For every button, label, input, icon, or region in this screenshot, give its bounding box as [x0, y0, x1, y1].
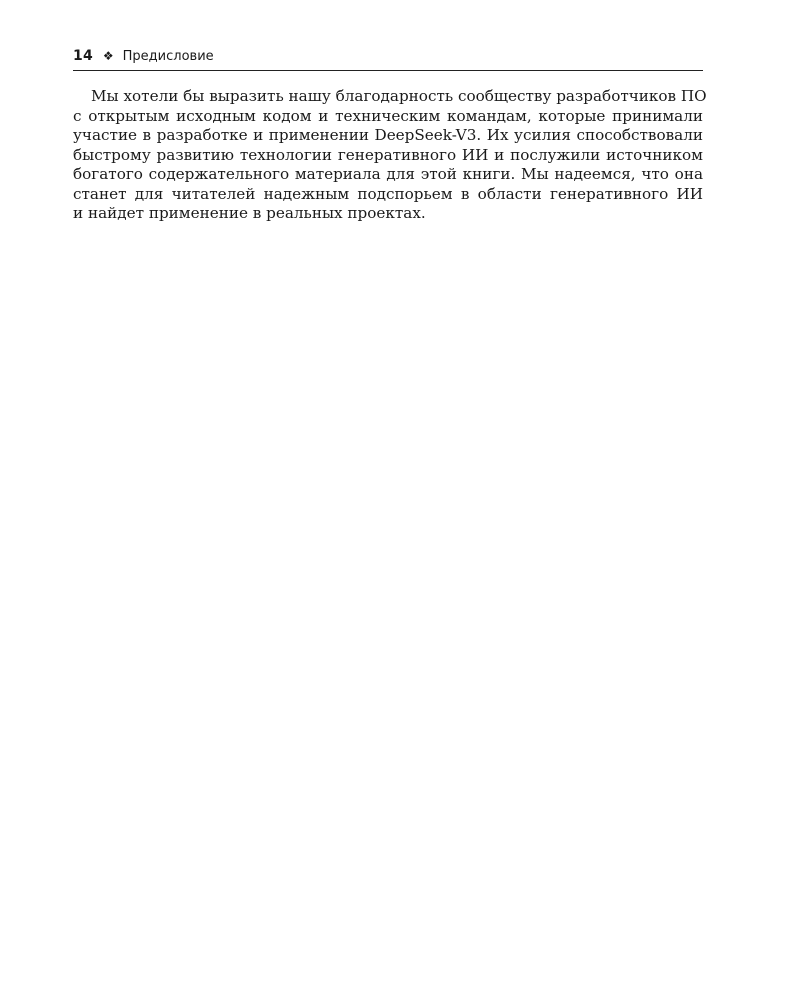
paragraph-line: богатого содержательного материала для этой книги. Мы надеемся, что она — [73, 165, 703, 183]
page-number: 14 — [73, 48, 93, 64]
diamond-ornament-icon: ❖ — [102, 49, 114, 63]
paragraph-line: станет для читателей надежным подспорьем в области генеративного ИИ — [73, 184, 703, 203]
paragraph-line: быстрому развитию технологии генеративного ИИ и послужили источником — [73, 145, 703, 164]
body-paragraph — [73, 87, 707, 224]
paragraph-line: с открытым исходным кодом и техническим командам, которые принимали — [73, 106, 703, 125]
section-title: Предисловие — [122, 49, 214, 64]
paragraph-line: и найдет применение в реальных проектах. — [73, 204, 426, 222]
running-header — [73, 48, 703, 71]
book-page — [73, 48, 707, 224]
paragraph-line: Мы хотели бы выразить нашу благодарность сообществу разработчиков ПО — [91, 87, 707, 105]
paragraph-line: участие в разработке и применении DeepSeek-V3. Их усилия способствовали — [73, 126, 703, 144]
